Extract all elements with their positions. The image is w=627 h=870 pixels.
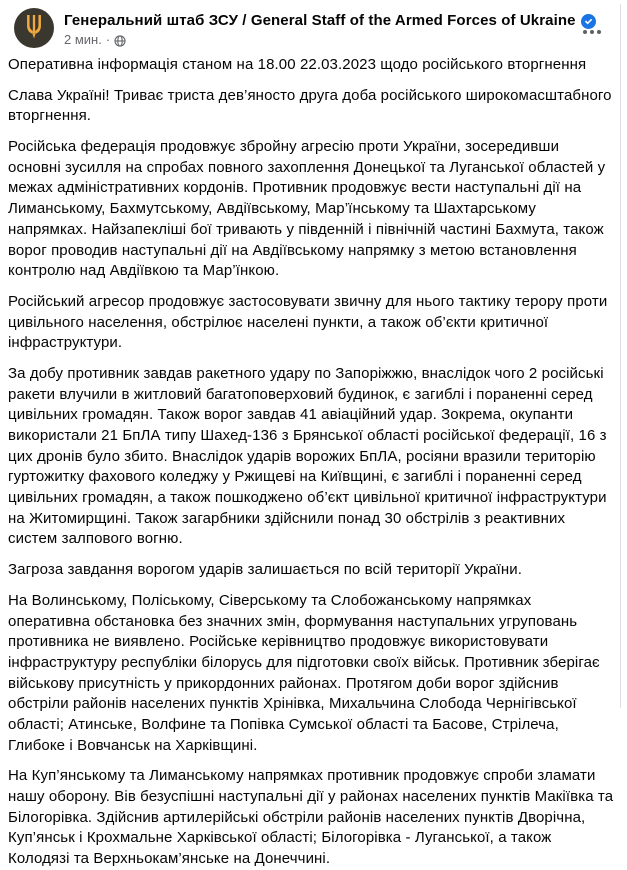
post-paragraph: На Волинському, Поліському, Сіверському та Слобожанському напрямках оперативна обстановка без значних змін, формування наступальних угруповань противника не виявлено. Російське керівництво продовжує використовувати інфраструктуру республіки білорусь для підготовки своїх військ. Противник зберігає військову присутність у прикордонних районах. Протягом доби ворог здійснив обстріли районів населених пунктів Хрінівка, Михальчина Слобода Чернігівської області; Атинське, Волфине та Попівка Сумської області та Басове, Стрілеча, Глибоке і Вовчанськ на Харківщині. <box>8 591 600 754</box>
post-meta <box>64 32 613 48</box>
scrollbar-edge[interactable] <box>620 4 621 708</box>
more-options-button[interactable] <box>579 24 605 40</box>
post-paragraph: Російський агресор продовжує застосовувати звичну для нього тактику терору проти цивільного населення, обстрілює населені пункти, а також об’єкти критичної інфраструктури. <box>8 292 608 352</box>
post-paragraph: Оперативна інформація станом на 18.00 22.03.2023 щодо російського вторгнення <box>8 56 587 73</box>
ellipsis-dot <box>597 30 601 34</box>
ellipsis-dot <box>583 30 587 34</box>
page-name-link[interactable]: Генеральний штаб ЗСУ / General Staff of the Armed Forces of Ukraine <box>64 12 576 29</box>
ellipsis-dot <box>590 30 594 34</box>
header-text <box>64 8 613 48</box>
name-row <box>64 11 613 30</box>
post-paragraph: Слава Україні! Триває триста дев’яносто друга доба російського широкомасштабного вторгнення. <box>8 86 612 125</box>
post-body <box>0 48 627 870</box>
post-paragraph: Загроза завдання ворогом ударів залишається по всій території України. <box>8 561 523 579</box>
timestamp-link[interactable]: 2 мин. <box>64 32 102 47</box>
post-header <box>0 0 627 48</box>
post-paragraph: На Куп’янському та Лиманському напрямках противник продовжує спроби зламати нашу оборону. Вів безуспішні наступальні дії у районах населених пунктів Макіївка та Білогорівка. Здійснив артилерійські обстріли районів населених пунктів Дворічна, Куп’янськ і Крохмальне Харківської області; Білогорівка - Луганської, а також Колодязі та Верхньокам’янське на Донеччині. <box>8 767 614 868</box>
post-paragraph: Російська федерація продовжує збройну агресію проти України, зосередивши основні зусилля на спробах повного захоплення Донецької та Луганської областей у межах адміністративних кордонів. Противник продовжує вести наступальні дії на Лиманському, Бахмутському, Авдіївському, Мар’їнському та Шахтарському напрямках. Найзапекліші бої тривають у південній і північній частині Бахмута, також ворог проводив наступальні дії на Авдіївському напрямку з метою встановлення контролю над Авдіївкою та Мар’їнкою. <box>8 138 606 280</box>
globe-privacy-icon <box>114 35 126 47</box>
page-avatar[interactable] <box>14 8 54 48</box>
post-paragraph: За добу противник завдав ракетного удару по Запоріжжю, внаслідок чого 2 російські ракети влучили в житловий багатоповерховий будинок, є загиблі і пораненні серед цивільних громадян. Також ворог завдав 41 авіаційний удар. Зокрема, окупанти використали 21 БпЛА типу Шахед-136 з Брянської області російської федерації, 16 з цих дронів було збито. Внаслідок ударів ворожих БпЛА, росіяни вразили територію гуртожитку фахового коледжу у Ржищеві на Київщині, є загиблі і пораненні серед цивільних громадян, а також пошкоджено об’єкт цивільної критичної інфраструктури на Житомирщині. Також загарбники здійснили понад 30 обстрілів з реактивних систем залпового вогню. <box>8 364 607 548</box>
meta-separator: · <box>105 32 111 47</box>
trident-emblem-icon <box>23 15 45 42</box>
